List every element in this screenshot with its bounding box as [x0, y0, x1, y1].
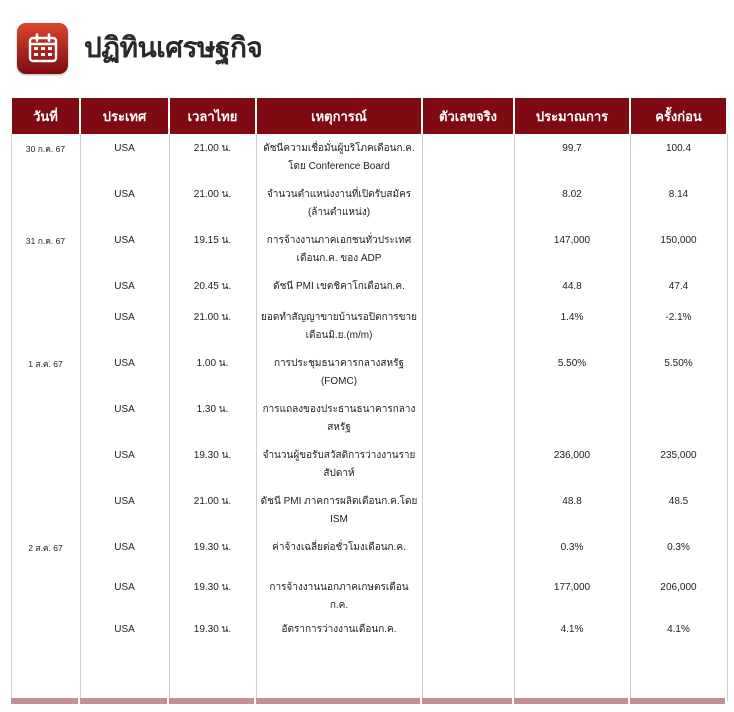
cell-time: 19.15 น.: [169, 226, 256, 272]
cell-country: USA: [80, 303, 169, 349]
cell-time: 1.30 น.: [169, 395, 256, 441]
cell-actual: [422, 395, 514, 441]
cell-date: 2 ส.ค. 67: [11, 533, 80, 573]
table-row: [11, 180, 727, 226]
table-row: [11, 533, 727, 573]
cell-event: การประชุมธนาคารกลางสหรัฐ (FOMC): [256, 349, 422, 395]
cell-time: 19.30 น.: [169, 615, 256, 701]
cell-event: จำนวนตำแหน่งงานที่เปิดรับสมัคร (ล้านตำแหน่ง): [256, 180, 422, 226]
cell-event: ดัชนีความเชื่อมั่นผู้บริโภคเดือนก.ค. โดย Conference Board: [256, 134, 422, 180]
col-header-actual: ตัวเลขจริง: [422, 98, 514, 134]
cell-previous: -2.1%: [630, 303, 727, 349]
cell-time: 21.00 น.: [169, 180, 256, 226]
cell-actual: [422, 180, 514, 226]
cell-forecast: 48.8: [514, 487, 630, 533]
cell-previous: [630, 395, 727, 441]
cell-actual: [422, 349, 514, 395]
cell-country: USA: [80, 272, 169, 303]
footer-segment: [169, 698, 254, 704]
cell-time: 19.30 น.: [169, 533, 256, 573]
cell-country: USA: [80, 487, 169, 533]
cell-forecast: 147,000: [514, 226, 630, 272]
table-row: [11, 349, 727, 395]
table-row: [11, 441, 727, 487]
cell-time: 21.00 น.: [169, 487, 256, 533]
cell-previous: 4.1%: [630, 615, 727, 701]
cell-event: จำนวนผู้ขอรับสวัสดิการว่างงานราย สัปดาห์: [256, 441, 422, 487]
cell-date: [11, 573, 80, 615]
cell-previous: 206,000: [630, 573, 727, 615]
cell-previous: 235,000: [630, 441, 727, 487]
cell-forecast: 44.8: [514, 272, 630, 303]
col-header-date: วันที่: [11, 98, 80, 134]
cell-time: 19.30 น.: [169, 441, 256, 487]
cell-event: ดัชนี PMI เขตชิคาโกเดือนก.ค.: [256, 272, 422, 303]
cell-country: USA: [80, 349, 169, 395]
cell-actual: [422, 487, 514, 533]
cell-time: 21.00 น.: [169, 303, 256, 349]
cell-event: อัตราการว่างงานเดือนก.ค.: [256, 615, 422, 701]
cell-date: [11, 395, 80, 441]
table-row: [11, 487, 727, 533]
footer-segment: [256, 698, 420, 704]
cell-event: การแถลงของประธานธนาคารกลาง สหรัฐ: [256, 395, 422, 441]
cell-previous: 8.14: [630, 180, 727, 226]
cell-event: ค่าจ้างเฉลี่ยต่อชั่วโมงเดือนก.ค.: [256, 533, 422, 573]
cell-forecast: 177,000: [514, 573, 630, 615]
cell-country: USA: [80, 180, 169, 226]
cell-time: 21.00 น.: [169, 134, 256, 180]
cell-previous: 48.5: [630, 487, 727, 533]
cell-date: [11, 272, 80, 303]
cell-event: การจ้างงานภาคเอกชนทั่วประเทศ เดือนก.ค. ของ ADP: [256, 226, 422, 272]
col-header-country: ประเทศ: [80, 98, 169, 134]
page-title: ปฏิทินเศรษฐกิจ: [84, 31, 263, 64]
cell-date: [11, 303, 80, 349]
table-row: [11, 573, 727, 615]
cell-forecast: [514, 395, 630, 441]
cell-time: 1.00 น.: [169, 349, 256, 395]
cell-country: USA: [80, 441, 169, 487]
table-row: [11, 615, 727, 701]
cell-date: 31 ก.ค. 67: [11, 226, 80, 272]
economic-calendar-table: [10, 98, 728, 701]
cell-previous: 150,000: [630, 226, 727, 272]
col-header-event: เหตุการณ์: [256, 98, 422, 134]
cell-country: USA: [80, 573, 169, 615]
cell-actual: [422, 573, 514, 615]
header-row: [11, 98, 727, 134]
footer-segment: [630, 698, 725, 704]
table-row: [11, 303, 727, 349]
cell-country: USA: [80, 226, 169, 272]
cell-country: USA: [80, 395, 169, 441]
cell-forecast: 1.4%: [514, 303, 630, 349]
footer-segment: [514, 698, 628, 704]
cell-time: 19.30 น.: [169, 573, 256, 615]
table-row: [11, 395, 727, 441]
table-footer-bar: [10, 698, 726, 704]
cell-actual: [422, 615, 514, 701]
cell-forecast: 5.50%: [514, 349, 630, 395]
cell-actual: [422, 441, 514, 487]
footer-segment: [80, 698, 167, 704]
cell-actual: [422, 226, 514, 272]
cell-country: USA: [80, 134, 169, 180]
cell-time: 20.45 น.: [169, 272, 256, 303]
footer-segment: [422, 698, 512, 704]
cell-forecast: 99.7: [514, 134, 630, 180]
cell-actual: [422, 533, 514, 573]
cell-country: USA: [80, 615, 169, 701]
cell-event: ยอดทำสัญญาขายบ้านรอปิดการขาย เดือนมิ.ย.(m/m): [256, 303, 422, 349]
cell-previous: 100.4: [630, 134, 727, 180]
cell-date: [11, 615, 80, 701]
cell-forecast: 8.02: [514, 180, 630, 226]
cell-previous: 5.50%: [630, 349, 727, 395]
footer-segment: [11, 698, 78, 704]
col-header-forecast: ประมาณการ: [514, 98, 630, 134]
cell-date: [11, 441, 80, 487]
table-row: [11, 134, 727, 180]
cell-previous: 0.3%: [630, 533, 727, 573]
cell-event: การจ้างงานนอกภาคเกษตรเดือนก.ค.: [256, 573, 422, 615]
cell-actual: [422, 272, 514, 303]
col-header-previous: ครั้งก่อน: [630, 98, 727, 134]
cell-date: [11, 180, 80, 226]
cell-date: 1 ส.ค. 67: [11, 349, 80, 395]
page-header: [17, 22, 262, 74]
cell-forecast: 4.1%: [514, 615, 630, 701]
cell-event: ดัชนี PMI ภาคการผลิตเดือนก.ค.โดย ISM: [256, 487, 422, 533]
calendar-icon: [17, 23, 68, 74]
table-row: [11, 272, 727, 303]
cell-actual: [422, 134, 514, 180]
cell-forecast: 0.3%: [514, 533, 630, 573]
cell-forecast: 236,000: [514, 441, 630, 487]
col-header-time: เวลาไทย: [169, 98, 256, 134]
cell-previous: 47.4: [630, 272, 727, 303]
cell-date: [11, 487, 80, 533]
table-row: [11, 226, 727, 272]
cell-country: USA: [80, 533, 169, 573]
cell-date: 30 ก.ค. 67: [11, 134, 80, 180]
cell-actual: [422, 303, 514, 349]
